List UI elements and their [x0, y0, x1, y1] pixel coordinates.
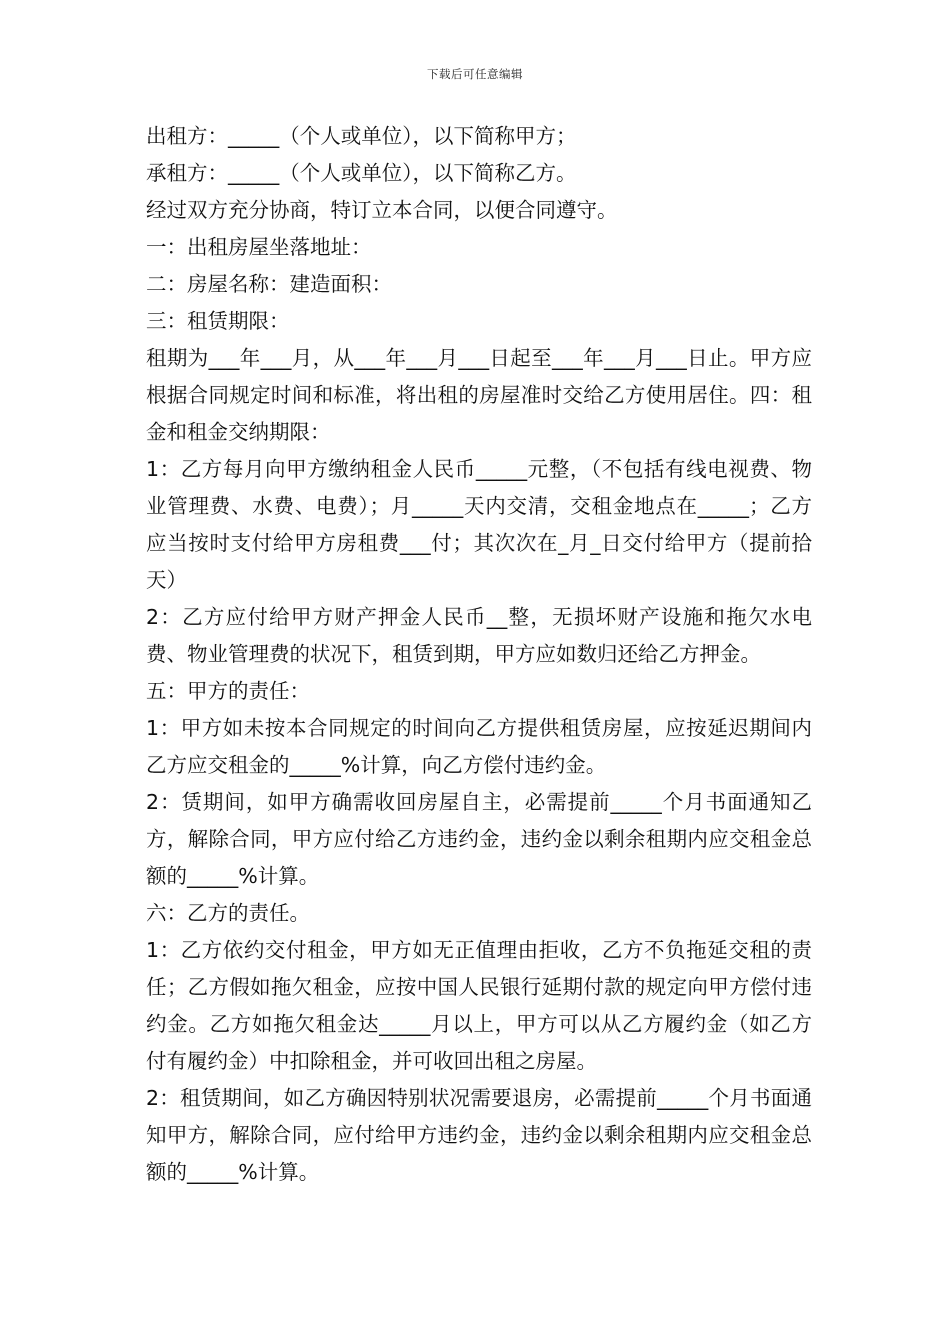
section-5-item-1: 1：甲方如未按本合同规定的时间向乙方提供租赁房屋，应按延迟期间内乙方应交租金的_____%计算，向乙方偿付违约金。: [146, 716, 812, 777]
section-4-item-2: 2：乙方应付给甲方财产押金人民币__整，无损坏财产设施和拖欠水电费、物业管理费的状况下，租赁到期，甲方应如数归还给乙方押金。: [146, 605, 812, 666]
section-6-item-1: 1：乙方依约交付租金，甲方如无正值理由拒收，乙方不负拖延交租的责任；乙方假如拖欠租金，应按中国人民银行延期付款的规定向甲方偿付违约金。乙方如拖欠租金达_____月以上，甲方可以从乙方履约金（如乙方付有履约金）中扣除租金，并可收回出租之房屋。: [146, 938, 812, 1073]
paragraph-lessor: 出租方：_____（个人或单位），以下简称甲方；: [146, 124, 577, 148]
section-3-term: 租期为___年___月，从___年___月___日起至___年___月___日止。甲方应根据合同规定时间和标准，将出租的房屋准时交给乙方使用居住。四：租金和租金交纳期限：: [146, 346, 812, 444]
section-2-name-area: 二：房屋名称：建造面积：: [146, 272, 392, 296]
paragraph-lessee: 承租方：_____（个人或单位），以下简称乙方。: [146, 161, 577, 185]
section-3-heading: 三：租赁期限：: [146, 309, 290, 333]
section-6-item-2: 2：租赁期间，如乙方确因特别状况需要退房，必需提前_____个月书面通知甲方，解除合同，应付给甲方违约金，违约金以剩余租期内应交租金总额的_____%计算。: [146, 1086, 812, 1184]
section-1-address: 一：出租房屋坐落地址：: [146, 235, 372, 259]
section-6-heading: 六：乙方的责任。: [146, 901, 310, 925]
contract-body: [146, 118, 812, 1191]
section-4-item-1: 1：乙方每月向甲方缴纳租金人民币_____元整，（不包括有线电视费、物业管理费、水费、电费）；月_____天内交清，交租金地点在_____；乙方应当按时支付给甲方房租费___付；其次次在_月_日交付给甲方（提前拾天）: [146, 457, 812, 592]
section-5-item-2: 2：赁期间，如甲方确需收回房屋自主，必需提前_____个月书面通知乙方，解除合同，甲方应付给乙方违约金，违约金以剩余租期内应交租金总额的_____%计算。: [146, 790, 812, 888]
section-5-heading: 五：甲方的责任：: [146, 679, 310, 703]
paragraph-agreement: 经过双方充分协商，特订立本合同，以便合同遵守。: [146, 198, 618, 222]
header-note: 下载后可任意编辑: [427, 67, 523, 81]
